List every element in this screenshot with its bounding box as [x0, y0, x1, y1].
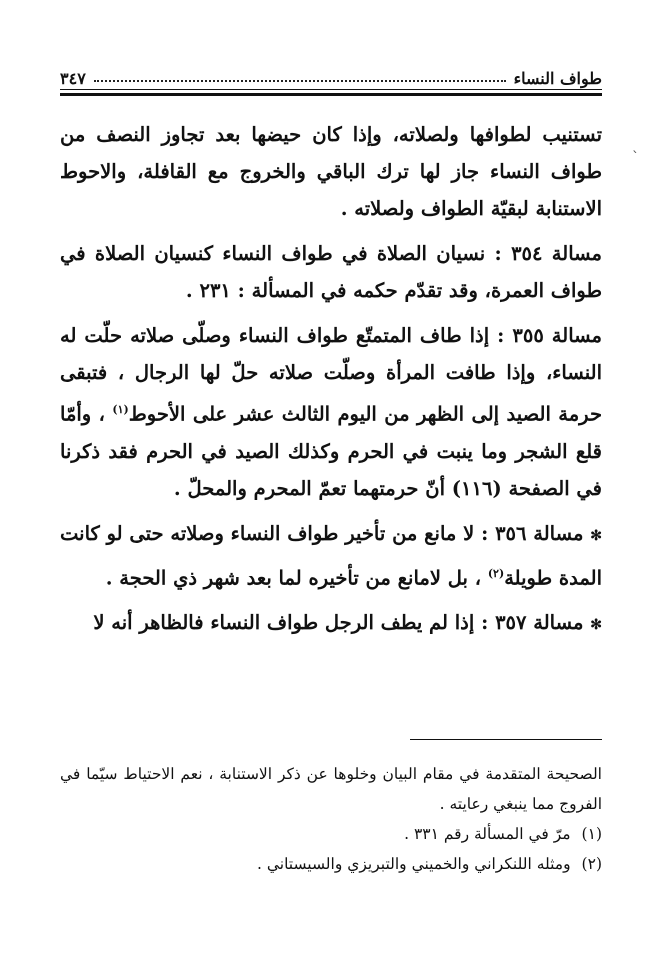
paragraph-issue-355	[60, 317, 602, 507]
running-header	[60, 58, 602, 88]
paragraph-text: ، بل لامانع من تأخيره لما بعد شهر ذي الحجة .	[105, 566, 482, 589]
main-text	[60, 116, 602, 652]
footnote-ref-1[interactable]: (١)	[112, 403, 129, 416]
issue-label: مسالة ٣٥٤ :	[494, 242, 602, 265]
footnote-2	[60, 849, 602, 879]
issue-label: مسالة ٣٥٧ :	[481, 611, 584, 634]
footnotes	[60, 759, 602, 879]
header-rule-thin	[60, 89, 602, 90]
issue-label: مسالة ٣٥٥ :	[497, 324, 602, 347]
footnote-text: مرّ في المسألة رقم ٣٣١ .	[404, 825, 571, 843]
header-rule-thick	[60, 93, 602, 96]
paragraph-text: تستنيب لطوافها ولصلاته، وإذا كان حيضها بعد تجاوز النصف من طواف النساء جاز لها ترك الباقي والخروج مع القافلة، والاحوط الاستنابة لبقيّة الطواف ولصلاته .	[60, 123, 602, 220]
star-marker-icon: ✻	[590, 617, 602, 633]
paragraph-text: لا مانع من تأخير طواف النساء وصلاته حتى لو كانت المدة طويلة	[60, 521, 602, 589]
paragraph-text: إذا لم يطف الرجل طواف النساء فالظاهر أنه لا	[93, 611, 475, 634]
page-number: ٣٤٧	[60, 69, 86, 88]
issue-label: مسالة ٣٥٦ :	[481, 521, 584, 545]
star-marker-icon: ✻	[590, 527, 602, 544]
footnote-separator	[410, 739, 602, 740]
paragraph-issue-357	[60, 604, 602, 644]
footnote-number: (٢)	[581, 855, 602, 873]
footnote-ref-2[interactable]: (٢)	[487, 566, 505, 580]
footnote-number: (١)	[581, 825, 602, 843]
header-leader-dots	[94, 80, 506, 82]
footnote-1	[60, 819, 602, 849]
paragraph-text: إذا طاف المتمتّع طواف النساء وصلّى صلاته حلّت له النساء، وإذا طافت المرأة وصلّت صلاته حلّ لها الرجال ، فتبقى حرمة الصيد إلى الظهر من اليوم الثالث عشر على الأحوط	[60, 324, 602, 426]
footnote-continuation: الصحيحة المتقدمة في مقام البيان وخلوها عن ذكر الاستنابة ، نعم الاحتياط سيّما في الفروج مما ينبغي رعايته .	[60, 765, 602, 813]
paragraph-text: ، وأمّا قلع الشجر وما ينبت في الحرم وكذلك الصيد في الحرم فقد ذكرنا في الصفحة (١١٦) أنّ حرمتهما تعمّ المحرم والمحلّ .	[60, 402, 602, 500]
footnote-text: ومثله اللنكراني والخميني والتبريزي والسيستاني .	[256, 855, 571, 873]
paragraph-continuation	[60, 116, 602, 227]
header-title: طواف النساء	[513, 69, 602, 88]
paragraph-issue-354	[60, 235, 602, 309]
margin-mark: `	[632, 150, 639, 166]
paragraph-issue-356	[60, 515, 602, 597]
paragraph-text: نسيان الصلاة في طواف النساء كنسيان الصلاة في طواف العمرة، وقد تقدّم حكمه في المسألة : ٢٣١ .	[60, 242, 602, 302]
